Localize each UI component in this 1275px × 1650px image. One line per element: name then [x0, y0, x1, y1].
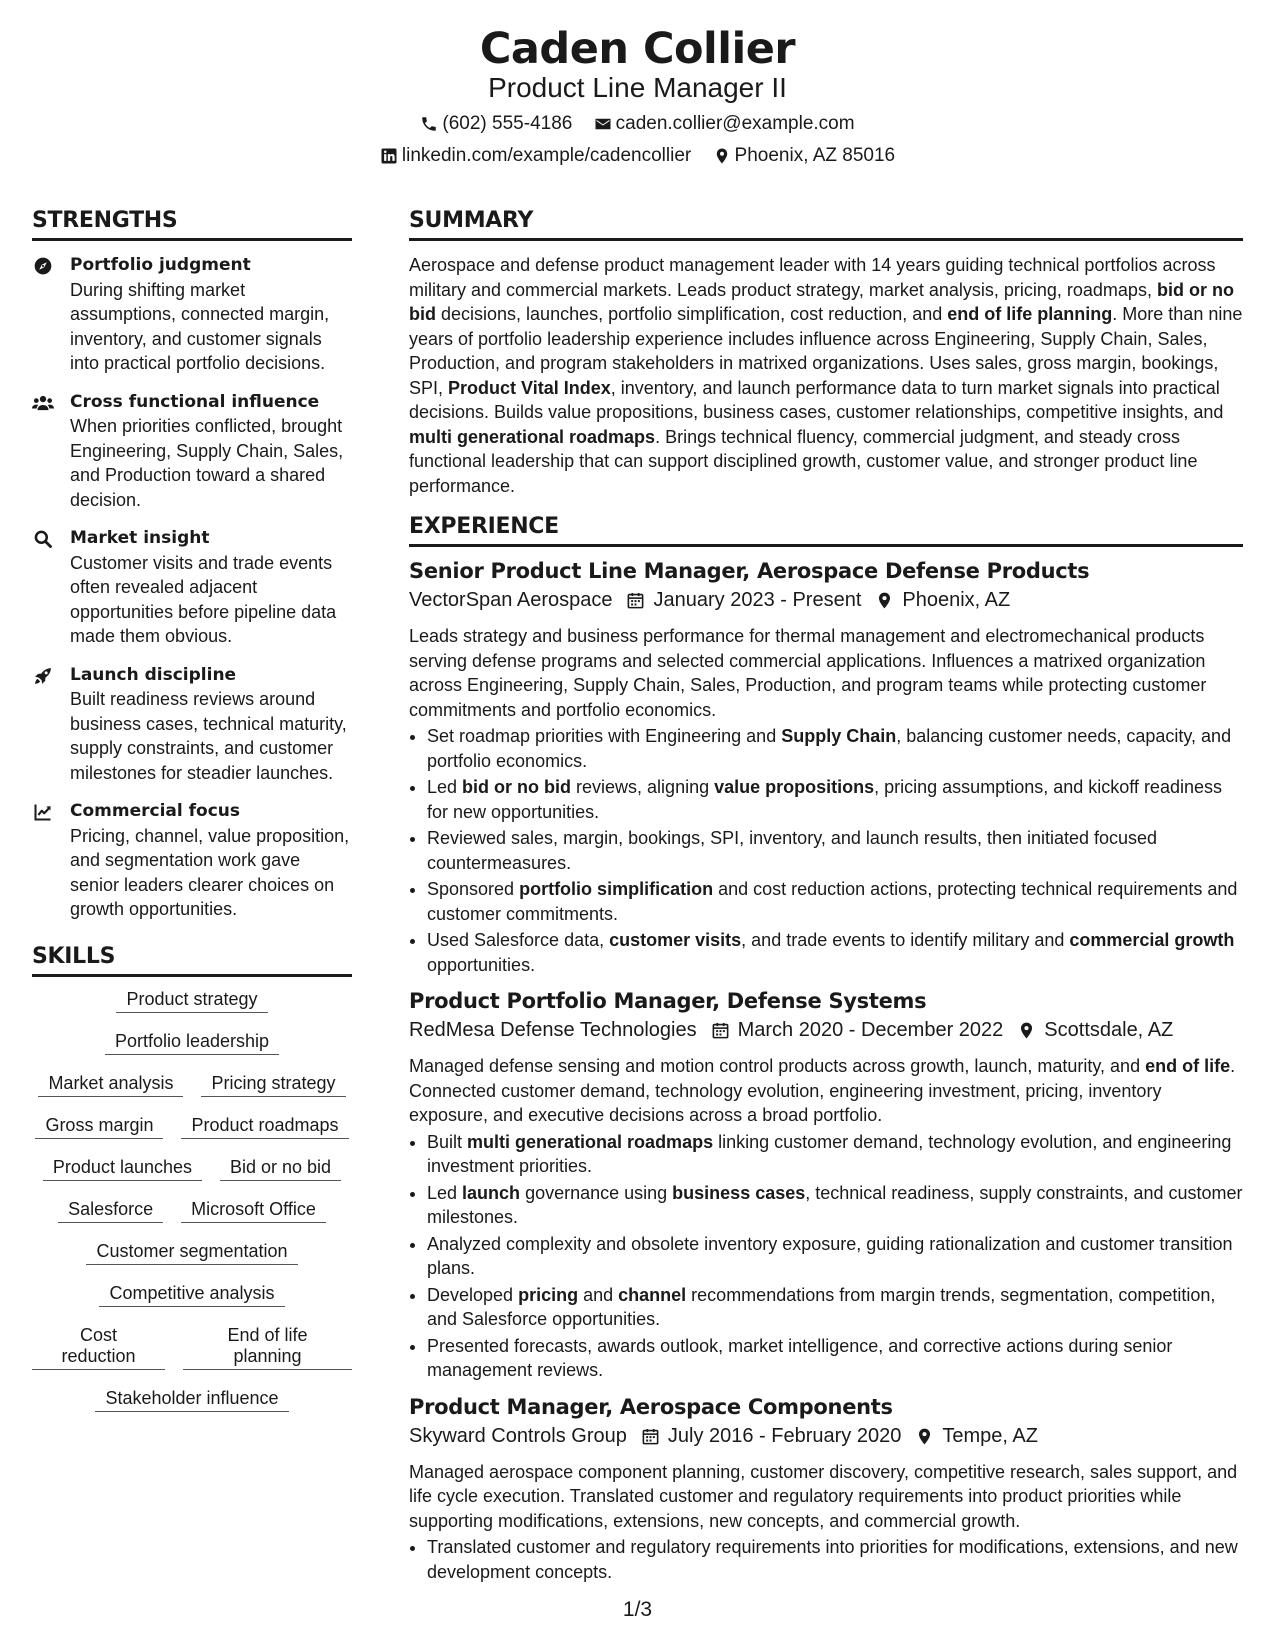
job-title: Product Portfolio Manager, Defense Systems [409, 989, 927, 1013]
bold-keyword: portfolio simplification [519, 879, 714, 899]
job-meta [409, 1019, 1243, 1042]
skill-tag: Product launches [43, 1157, 202, 1181]
map-pin-icon [1017, 1021, 1036, 1040]
bullet-item: • Set roadmap priorities with Engineering and Supply Chain, balancing customer needs, capacity, and portfolio economics. [427, 724, 1243, 773]
rocket-icon [32, 666, 54, 686]
contact-line-1 [0, 113, 1275, 139]
job-title: Product Manager, Aerospace Components [409, 1394, 893, 1419]
strength-title: Launch discipline [70, 664, 237, 685]
strength-title: Cross functional influence [70, 391, 320, 412]
skill-row [32, 1073, 352, 1097]
job-description: Leads strategy and business performance for thermal management and electromechanical products serving defense programs and selected commercial applications. Influences a matrixed organization across Engineering, Supply Chain, Sales, Production, and program teams while protecting customer commitments and portfolio economics. [409, 626, 1207, 720]
job-meta [409, 589, 1243, 612]
map-pin-icon [713, 147, 731, 165]
job-entry [409, 1395, 1243, 1585]
bold-keyword: bid or no bid [462, 777, 572, 797]
search-icon [32, 529, 54, 549]
linkedin-icon [380, 147, 398, 165]
sidebar [32, 208, 352, 1430]
strength-text: Built readiness reviews around business cases, technical maturity, supply constraints, and customer milestones for steadier launches. [70, 689, 347, 783]
strength-text: When priorities conflicted, brought Engineering, Supply Chain, Sales, and Production toward a shared decision. [70, 416, 344, 510]
strength-title: Market insight [70, 528, 210, 548]
location-text: Phoenix, AZ 85016 [734, 145, 896, 166]
strength-text: Customer visits and trade events often revealed adjacent opportunities before pipeline data made them obvious. [70, 552, 337, 646]
chart-line-icon [32, 802, 54, 822]
job-description: Managed defense sensing and motion control products across growth, launch, maturity, and end of life. Connected customer demand, technology evolution, engineering investment, pricing, inventory exposure, and executive decisions across a broad portfolio. [409, 1056, 1236, 1125]
bold-keyword: customer visits [609, 930, 742, 950]
bold-keyword: end of life planning [947, 304, 1113, 324]
job-meta [409, 1425, 1243, 1448]
company-name: VectorSpan Aerospace [409, 589, 613, 611]
phone-icon [420, 115, 438, 133]
job-bullets [409, 1130, 1243, 1383]
skill-tag: Cost reduction [32, 1325, 165, 1370]
skills-list [32, 989, 352, 1412]
linkedin-item[interactable] [380, 145, 691, 167]
candidate-title: Product Line Manager II [488, 72, 787, 103]
job-title: Senior Product Line Manager, Aerospace Defense Products [409, 559, 1090, 583]
calendar-icon [711, 1021, 730, 1040]
job-dates: July 2016 - February 2020 [667, 1424, 902, 1447]
job-bullets [409, 724, 1243, 977]
strength-text: Pricing, channel, value proposition, and segmentation work gave senior leaders clearer choices on growth opportunities. [70, 825, 350, 919]
bullet-item: • Reviewed sales, margin, bookings, SPI, inventory, and launch results, then initiated focused countermeasures. [427, 826, 1243, 875]
skill-row [32, 1388, 352, 1412]
strength-title: Portfolio judgment [70, 255, 251, 275]
bullet-item: • Analyzed complexity and obsolete inventory exposure, guiding rationalization and customer transition plans. [427, 1232, 1243, 1281]
skill-tag: End of life planning [183, 1325, 352, 1370]
strength-item [32, 253, 352, 376]
calendar-icon [641, 1427, 660, 1446]
bold-keyword: commercial growth [1069, 930, 1235, 950]
job-dates: March 2020 - December 2022 [737, 1019, 1004, 1041]
skill-tag: Bid or no bid [220, 1157, 341, 1181]
skill-tag: Market analysis [38, 1073, 183, 1097]
skill-row [32, 1199, 352, 1223]
strength-text: During shifting market assumptions, connected margin, inventory, and customer signals into practical portfolio decisions. [70, 279, 330, 373]
skill-tag: Gross margin [35, 1115, 163, 1139]
candidate-name: Caden Collier [479, 24, 796, 74]
job-bullets [409, 1535, 1243, 1584]
bold-keyword: launch [462, 1182, 521, 1203]
email-text: caden.collier@example.com [615, 113, 855, 134]
location-item [713, 145, 896, 167]
bullet-item: • Presented forecasts, awards outlook, market intelligence, and corrective actions during senior management reviews. [427, 1334, 1243, 1383]
main-content [409, 208, 1243, 1596]
strength-item [32, 526, 352, 649]
job-entry [409, 559, 1243, 977]
skill-tag: Product roadmaps [181, 1115, 348, 1139]
bold-keyword: multi generational roadmaps [409, 426, 656, 447]
bullet-item: • Led bid or no bid reviews, aligning value propositions, pricing assumptions, and kickoff readiness for new opportunities. [427, 775, 1243, 824]
skill-tag: Pricing strategy [201, 1073, 345, 1097]
experience-list [409, 559, 1243, 1584]
page-number: 1/3 [622, 1598, 653, 1621]
job-location: Phoenix, AZ [902, 589, 1011, 611]
bullet-item: • Used Salesforce data, customer visits, and trade events to identify military and commercial growth opportunities. [427, 928, 1243, 977]
map-pin-icon [875, 591, 894, 610]
company-name: RedMesa Defense Technologies [409, 1019, 697, 1041]
users-icon [32, 393, 54, 413]
skill-tag: Portfolio leadership [105, 1031, 279, 1055]
envelope-icon [594, 115, 612, 133]
bullet-item: • Sponsored portfolio simplification and cost reduction actions, protecting technical requirements and customer commitments. [427, 877, 1243, 926]
summary-text: Aerospace and defense product management leader with 14 years guiding technical portfolios across military and commercial markets. Leads product strategy, market analysis, pricing, roadmaps, bid or no bid decisions, launches, portfolio simplification, cost reduction, and end of life planning. More than nine years of portfolio leadership experience includes influence across Engineering, Supply Chain, Sales, Production, and program stakeholders in matrixed organizations. Uses sales, gross margin, bookings, SPI, Product Vital Index, inventory, and launch performance data to turn market signals into practical decisions. Builds value propositions, business cases, customer relationships, competitive insights, and multi generational roadmaps. Brings technical fluency, commercial judgment, and steady cross functional leadership that can support disciplined growth, customer value, and stronger product line performance. [409, 255, 1243, 496]
map-pin-icon [915, 1427, 934, 1446]
skill-tag: Competitive analysis [99, 1283, 284, 1307]
skill-tag: Customer segmentation [86, 1241, 297, 1265]
bold-keyword: bid or no bid [409, 279, 1234, 324]
skill-row [32, 1241, 352, 1265]
bullet-item: • Translated customer and regulatory requirements into priorities for modifications, extensions, and new development concepts. [427, 1535, 1243, 1584]
job-entry [409, 989, 1243, 1383]
compass-icon [32, 256, 54, 276]
job-location: Tempe, AZ [942, 1424, 1038, 1447]
skill-tag: Salesforce [58, 1199, 163, 1223]
bold-keyword: Supply Chain [781, 726, 897, 746]
strength-title: Commercial focus [70, 801, 240, 821]
bullet-item: • Developed pricing and channel recommendations from margin trends, segmentation, competition, and Salesforce opportunities. [427, 1283, 1243, 1332]
skill-row [32, 1325, 352, 1370]
company-name: Skyward Controls Group [409, 1424, 627, 1447]
bold-keyword: channel [618, 1284, 687, 1305]
skill-row [32, 989, 352, 1013]
skills-heading: SKILLS [32, 944, 352, 977]
job-dates: January 2023 - Present [653, 589, 862, 611]
bold-keyword: end of life [1145, 1056, 1231, 1076]
skill-tag: Product strategy [116, 989, 267, 1013]
strength-item [32, 799, 352, 922]
summary-heading: SUMMARY [409, 208, 1243, 241]
skill-row [32, 1031, 352, 1055]
bold-keyword: pricing [518, 1284, 579, 1305]
strength-item [32, 390, 352, 513]
skill-row [32, 1157, 352, 1181]
phone-text: (602) 555-4186 [442, 113, 573, 134]
bullet-item: • Led launch governance using business cases, technical readiness, supply constraints, and customer milestones. [427, 1181, 1243, 1230]
contact-line-2 [0, 145, 1275, 171]
job-location: Scottsdale, AZ [1044, 1019, 1174, 1041]
linkedin-text: linkedin.com/example/cadencollier [401, 145, 692, 166]
calendar-icon [626, 591, 645, 610]
strengths-heading: STRENGTHS [32, 208, 352, 241]
bullet-item: • Built multi generational roadmaps linking customer demand, technology evolution, and engineering investment priorities. [427, 1130, 1243, 1179]
email-item[interactable] [594, 113, 855, 135]
skill-row [32, 1115, 352, 1139]
skill-tag: Microsoft Office [181, 1199, 326, 1223]
bold-keyword: multi generational roadmaps [467, 1131, 714, 1152]
bold-keyword: value propositions [714, 777, 875, 797]
phone-item [420, 113, 572, 135]
bold-keyword: Product Vital Index [448, 377, 611, 398]
strength-item [32, 663, 352, 786]
skill-tag: Stakeholder influence [95, 1388, 288, 1412]
job-description: Managed aerospace component planning, customer discovery, competitive research, sales support, and life cycle execution. Translated customer and regulatory requirements into product priorities while supporting modifications, extensions, new concepts, and commercial growth. [409, 1461, 1238, 1531]
bold-keyword: business cases [672, 1182, 806, 1203]
experience-heading: EXPERIENCE [409, 514, 1243, 547]
skill-row [32, 1283, 352, 1307]
